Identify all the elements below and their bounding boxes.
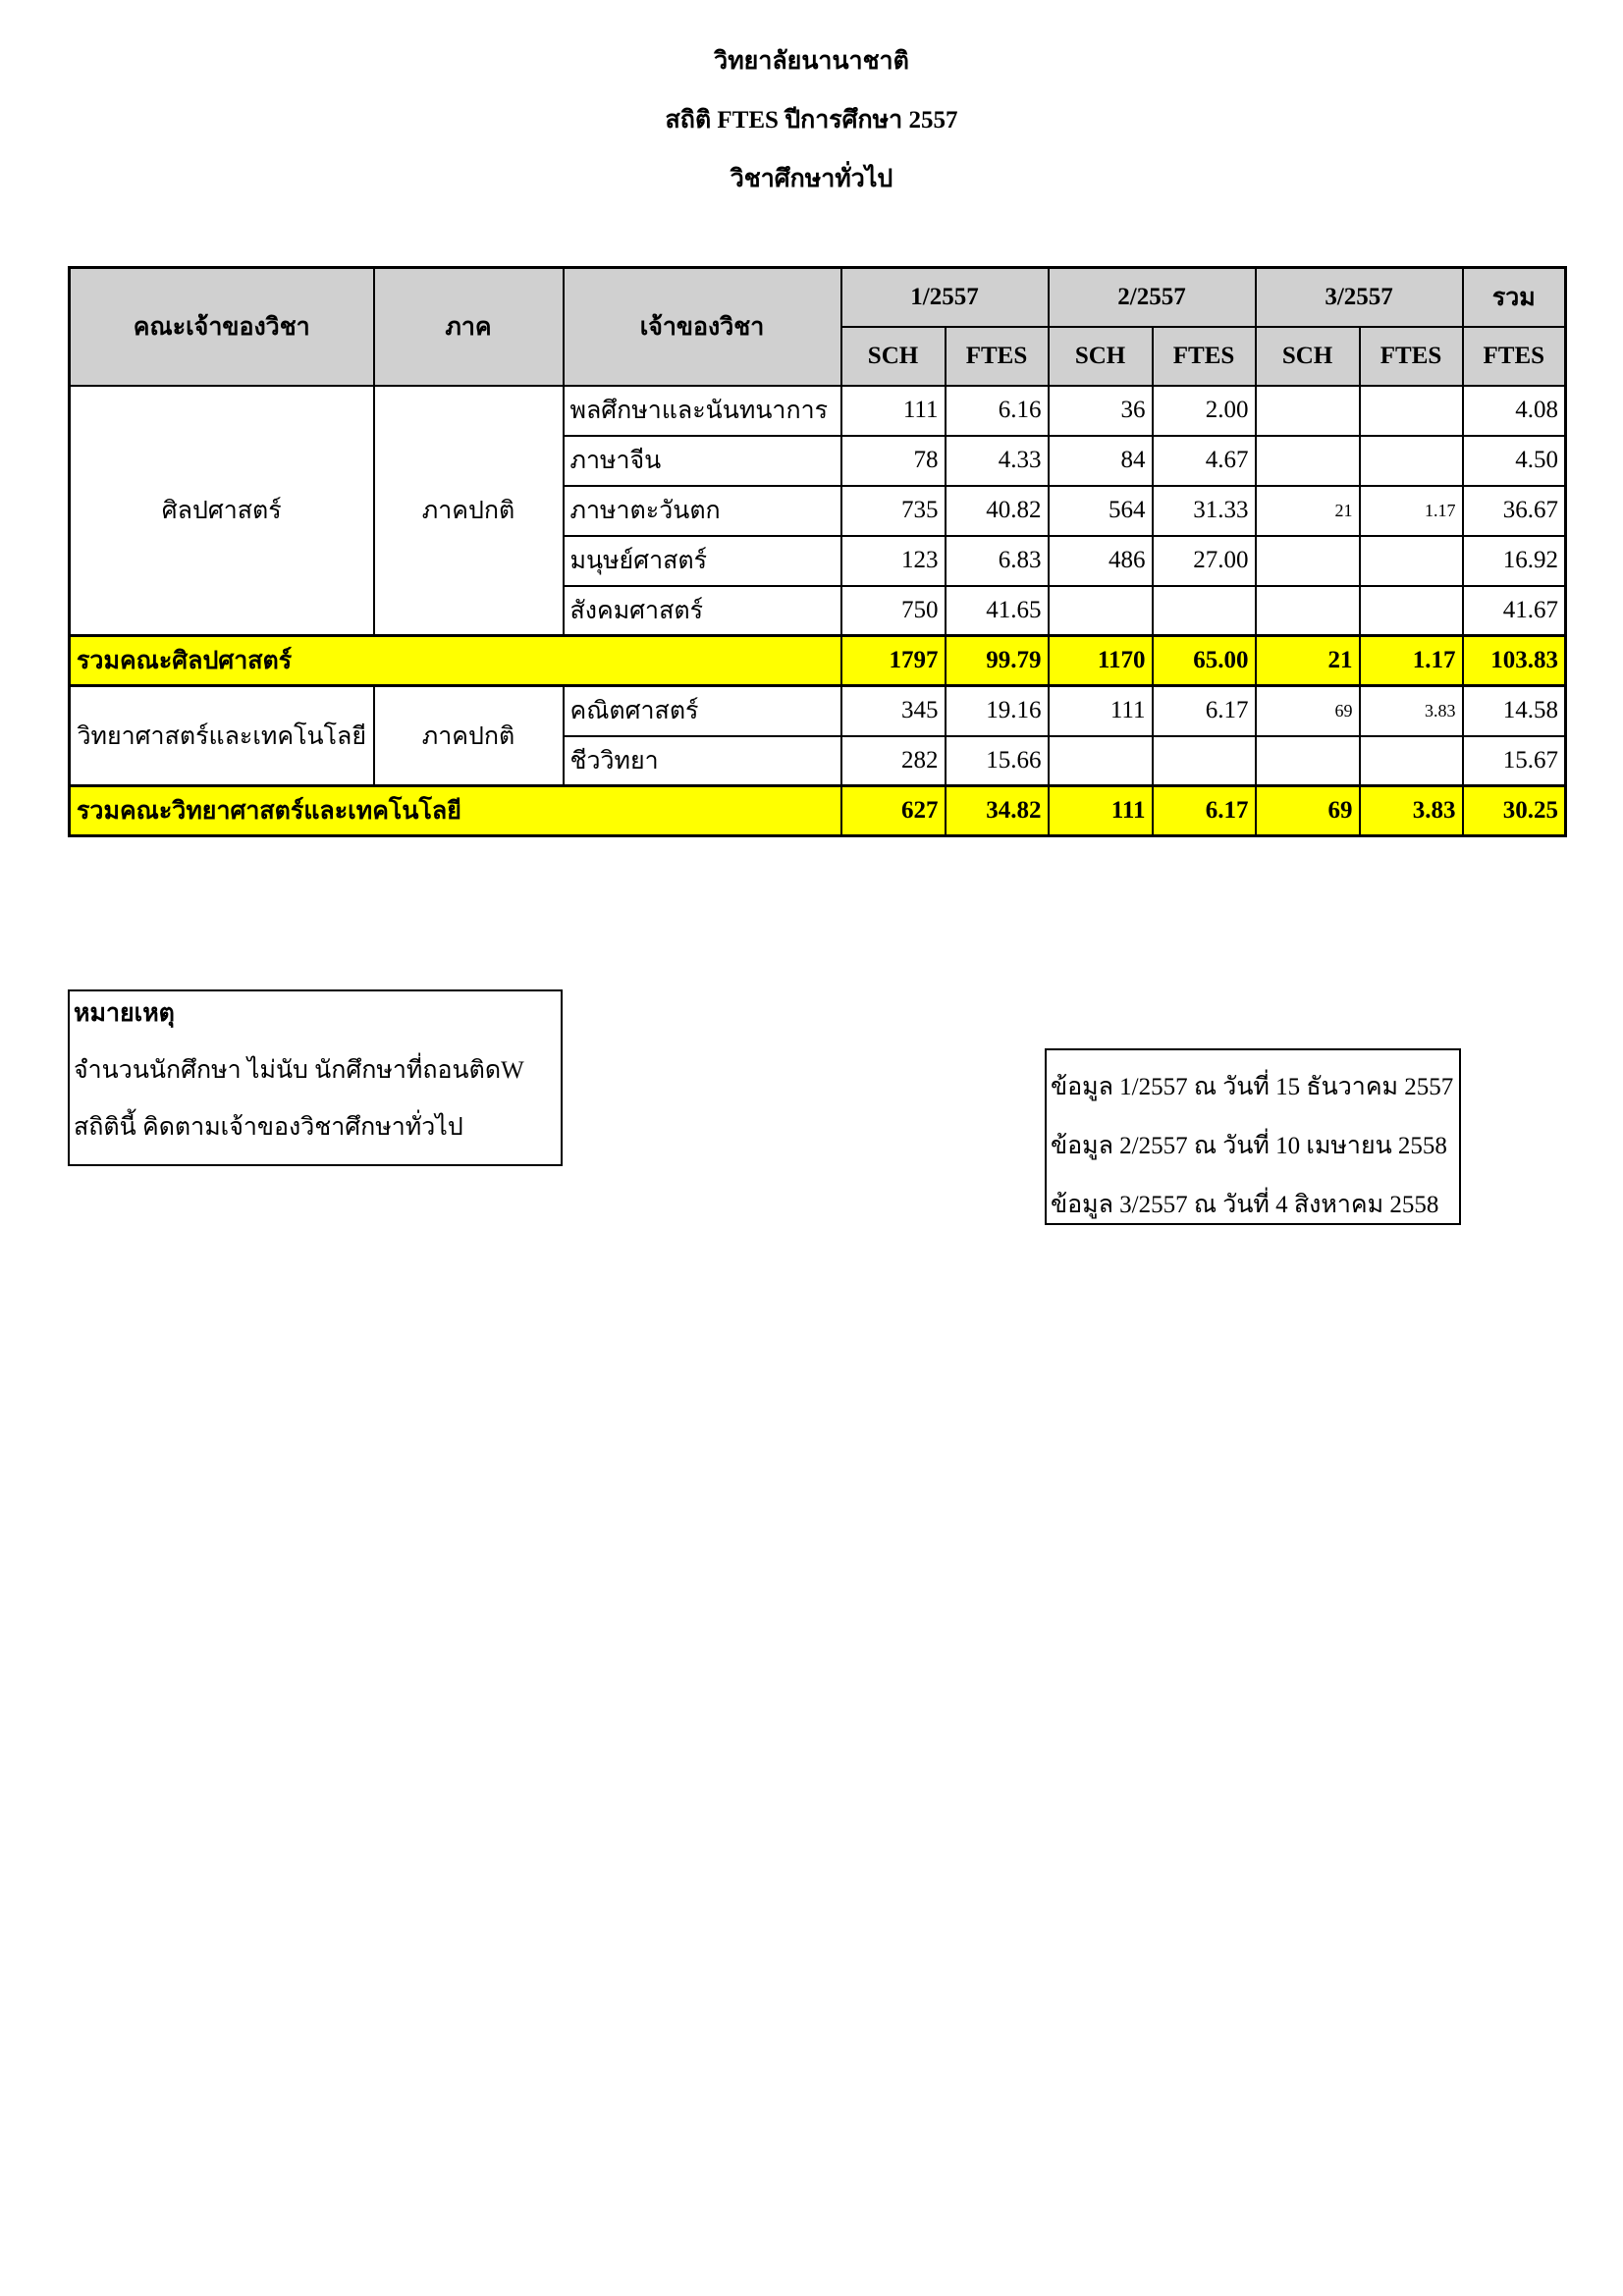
subtotal-ftes-term3: 1.17 — [1360, 636, 1463, 686]
header-faculty: คณะเจ้าของวิชา — [70, 268, 374, 386]
ftes-total-cell: 41.67 — [1463, 586, 1566, 636]
header-sch: SCH — [841, 327, 946, 386]
program-cell: ภาคปกติ — [374, 686, 564, 786]
ftes-term3-cell — [1360, 386, 1463, 436]
owner-cell: ภาษาตะวันตก — [564, 486, 841, 536]
ftes-term1-cell: 19.16 — [946, 686, 1049, 736]
subtotal-ftes-total: 30.25 — [1463, 786, 1566, 836]
subtotal-sch-term1: 1797 — [841, 636, 946, 686]
header-ftes: FTES — [1153, 327, 1256, 386]
owner-cell: ชีววิทยา — [564, 736, 841, 786]
header-program: ภาค — [374, 268, 564, 386]
sch-term2-cell — [1049, 586, 1153, 636]
sch-term3-cell — [1256, 386, 1360, 436]
subtotal-sch-term2: 111 — [1049, 786, 1153, 836]
subtotal-row — [70, 786, 1566, 836]
sch-term1-cell: 78 — [841, 436, 946, 486]
owner-cell: ภาษาจีน — [564, 436, 841, 486]
owner-cell: พลศึกษาและนันทนาการ — [564, 386, 841, 436]
faculty-cell: วิทยาศาสตร์และเทคโนโลยี — [70, 686, 374, 786]
ftes-total-cell: 14.58 — [1463, 686, 1566, 736]
ftes-term3-cell — [1360, 736, 1463, 786]
notes-line: จำนวนนักศึกษา ไม่นับ นักศึกษาที่ถอนติดW — [74, 1057, 524, 1084]
sch-term2-cell: 84 — [1049, 436, 1153, 486]
header-total: รวม — [1463, 268, 1566, 327]
ftes-term2-cell — [1153, 586, 1256, 636]
ftes-statistics-table — [68, 266, 1567, 837]
ftes-term3-cell: 1.17 — [1360, 486, 1463, 536]
sch-term2-cell: 564 — [1049, 486, 1153, 536]
ftes-term1-cell: 41.65 — [946, 586, 1049, 636]
ftes-total-cell: 16.92 — [1463, 536, 1566, 586]
sch-term2-cell: 36 — [1049, 386, 1153, 436]
header-ftes-total: FTES — [1463, 327, 1566, 386]
ftes-term2-cell: 4.67 — [1153, 436, 1256, 486]
subtotal-ftes-term1: 99.79 — [946, 636, 1049, 686]
subtotal-ftes-total: 103.83 — [1463, 636, 1566, 686]
faculty-cell: ศิลปศาสตร์ — [70, 386, 374, 636]
sch-term1-cell: 123 — [841, 536, 946, 586]
ftes-term3-cell — [1360, 536, 1463, 586]
ftes-total-cell: 4.08 — [1463, 386, 1566, 436]
sch-term2-cell — [1049, 736, 1153, 786]
sch-term2-cell: 111 — [1049, 686, 1153, 736]
subtotal-sch-term3: 69 — [1256, 786, 1360, 836]
subtotal-sch-term1: 627 — [841, 786, 946, 836]
owner-cell: มนุษย์ศาสตร์ — [564, 536, 841, 586]
sch-term1-cell: 735 — [841, 486, 946, 536]
document-title: วิทยาลัยนานาชาติ — [714, 48, 909, 75]
ftes-term2-cell: 2.00 — [1153, 386, 1256, 436]
sch-term1-cell: 750 — [841, 586, 946, 636]
data-dates-box — [1045, 1048, 1461, 1225]
header-ftes: FTES — [946, 327, 1049, 386]
ftes-term3-cell — [1360, 436, 1463, 486]
ftes-total-cell: 15.67 — [1463, 736, 1566, 786]
program-cell: ภาคปกติ — [374, 386, 564, 636]
subtotal-ftes-term2: 65.00 — [1153, 636, 1256, 686]
ftes-term2-cell: 6.17 — [1153, 686, 1256, 736]
sch-term1-cell: 345 — [841, 686, 946, 736]
table-row — [70, 386, 1566, 436]
ftes-term1-cell: 4.33 — [946, 436, 1049, 486]
header-sch: SCH — [1256, 327, 1360, 386]
data-date-line: ข้อมูล 3/2557 ณ วันที่ 4 สิงหาคม 2558 — [1051, 1192, 1439, 1218]
document-subtitle: สถิติ FTES ปีการศึกษา 2557 — [665, 107, 958, 133]
subtotal-label: รวมคณะศิลปศาสตร์ — [70, 636, 841, 686]
sch-term3-cell — [1256, 536, 1360, 586]
ftes-term2-cell — [1153, 736, 1256, 786]
sch-term1-cell: 282 — [841, 736, 946, 786]
subtotal-ftes-term1: 34.82 — [946, 786, 1049, 836]
sch-term3-cell — [1256, 586, 1360, 636]
header-term-3: 3/2557 — [1256, 268, 1463, 327]
subtotal-sch-term3: 21 — [1256, 636, 1360, 686]
sch-term3-cell — [1256, 436, 1360, 486]
ftes-total-cell: 4.50 — [1463, 436, 1566, 486]
ftes-term2-cell: 31.33 — [1153, 486, 1256, 536]
sch-term2-cell: 486 — [1049, 536, 1153, 586]
ftes-term2-cell: 27.00 — [1153, 536, 1256, 586]
ftes-total-cell: 36.67 — [1463, 486, 1566, 536]
notes-line: สถิตินี้ คิดตามเจ้าของวิชาศึกษาทั่วไป — [74, 1114, 463, 1141]
sch-term3-cell: 69 — [1256, 686, 1360, 736]
table-row — [70, 686, 1566, 736]
ftes-term1-cell: 15.66 — [946, 736, 1049, 786]
subtotal-row — [70, 636, 1566, 686]
header-term-2: 2/2557 — [1049, 268, 1256, 327]
ftes-term1-cell: 6.83 — [946, 536, 1049, 586]
ftes-term3-cell — [1360, 586, 1463, 636]
sch-term1-cell: 111 — [841, 386, 946, 436]
subtotal-sch-term2: 1170 — [1049, 636, 1153, 686]
subtotal-label: รวมคณะวิทยาศาสตร์และเทคโนโลยี — [70, 786, 841, 836]
owner-cell: สังคมศาสตร์ — [564, 586, 841, 636]
subtotal-ftes-term3: 3.83 — [1360, 786, 1463, 836]
header-term-1: 1/2557 — [841, 268, 1049, 327]
ftes-term3-cell: 3.83 — [1360, 686, 1463, 736]
notes-box — [68, 989, 563, 1166]
ftes-term1-cell: 6.16 — [946, 386, 1049, 436]
header-sch: SCH — [1049, 327, 1153, 386]
header-owner: เจ้าของวิชา — [564, 268, 841, 386]
owner-cell: คณิตศาสตร์ — [564, 686, 841, 736]
subtotal-ftes-term2: 6.17 — [1153, 786, 1256, 836]
notes-heading: หมายเหตุ — [74, 1000, 175, 1027]
sch-term3-cell: 21 — [1256, 486, 1360, 536]
document-section-title: วิชาศึกษาทั่วไป — [730, 166, 893, 192]
data-date-line: ข้อมูล 2/2557 ณ วันที่ 10 เมษายน 2558 — [1051, 1133, 1447, 1159]
header-ftes: FTES — [1360, 327, 1463, 386]
ftes-term1-cell: 40.82 — [946, 486, 1049, 536]
sch-term3-cell — [1256, 736, 1360, 786]
data-date-line: ข้อมูล 1/2557 ณ วันที่ 15 ธันวาคม 2557 — [1051, 1074, 1454, 1100]
